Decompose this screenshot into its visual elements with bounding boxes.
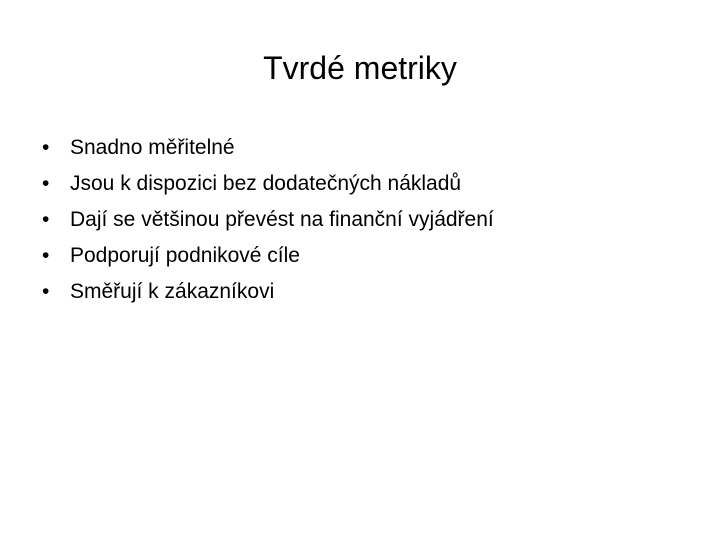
- bullet-text: Dají se většinou převést na finanční vyjádření: [70, 208, 494, 231]
- bullet-marker: •: [42, 280, 50, 303]
- bullet-list: [42, 130, 494, 310]
- bullet-marker: •: [42, 244, 50, 267]
- bullet-item: [42, 238, 494, 274]
- bullet-text: Podporují podnikové cíle: [70, 244, 300, 267]
- bullet-marker: •: [42, 136, 50, 159]
- slide-title: Tvrdé metriky: [263, 50, 457, 86]
- bullet-marker: •: [42, 208, 50, 231]
- bullet-item: [42, 166, 494, 202]
- bullet-text: Jsou k dispozici bez dodatečných nákladů: [70, 172, 462, 195]
- bullet-text: Snadno měřitelné: [70, 136, 235, 159]
- bullet-item: [42, 274, 494, 310]
- bullet-text: Směřují k zákazníkovi: [70, 280, 275, 303]
- bullet-marker: •: [42, 172, 50, 195]
- bullet-item: [42, 130, 494, 166]
- bullet-item: [42, 202, 494, 238]
